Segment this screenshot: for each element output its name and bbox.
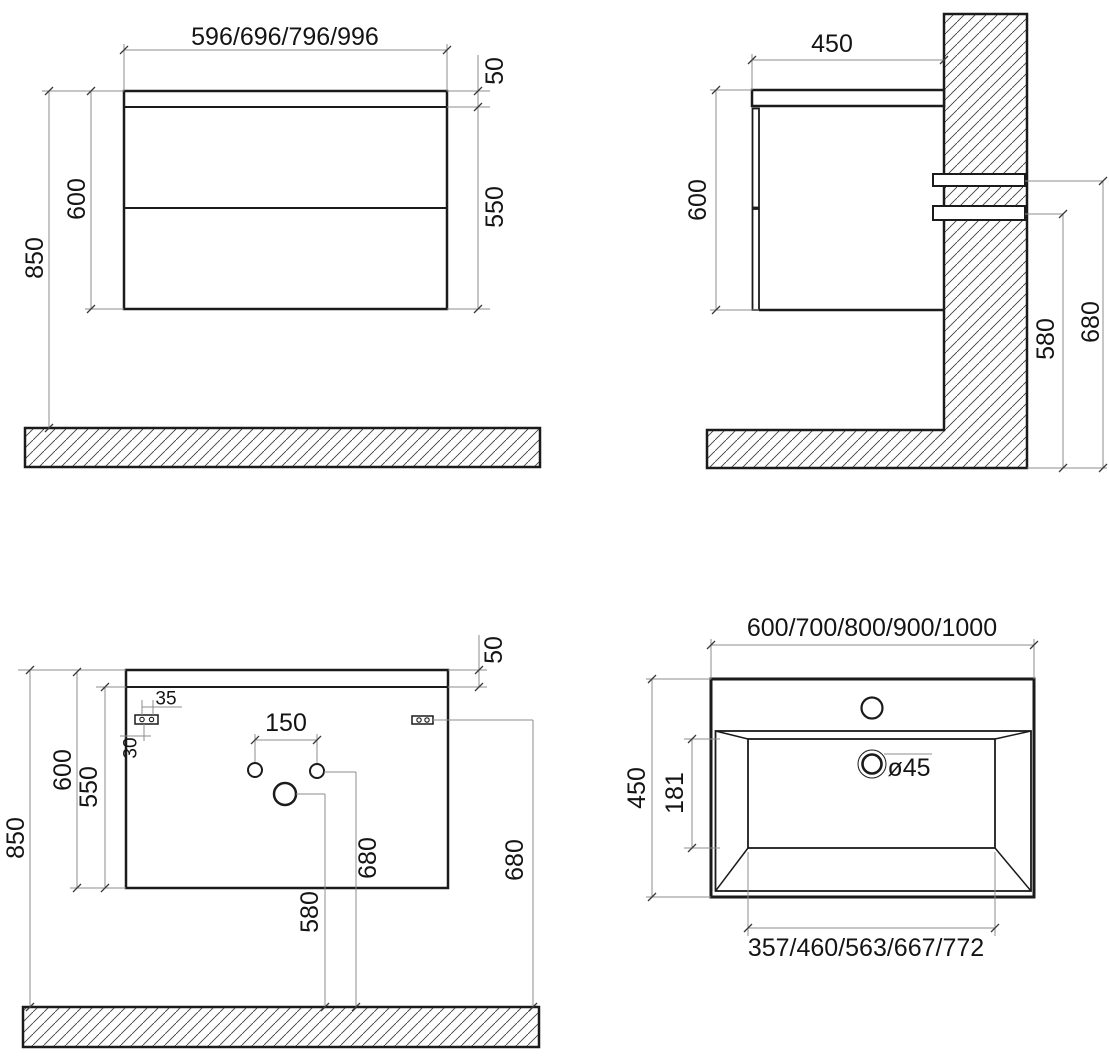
bracket-hole-spacing-label: 35 (155, 688, 177, 710)
upper-drawer-front (753, 109, 760, 208)
total-height-label: 850 (21, 237, 49, 279)
dimension-ticks (45, 46, 482, 432)
floor-hatch (23, 1007, 539, 1047)
dimension-ticks (648, 641, 1038, 932)
bowl-width-options-label: 357/460/563/667/772 (747, 934, 985, 962)
mounting-view (2, 635, 539, 1047)
floor-hatch (25, 428, 540, 467)
cabinet-outline (124, 91, 447, 309)
dimension-ticks (712, 56, 1107, 472)
faucet-hole (862, 698, 883, 719)
drain-diameter-label: ø45 (887, 754, 931, 782)
supply-hole-spacing-label: 150 (265, 709, 307, 737)
basin-width-options-label: 600/700/800/900/1000 (746, 614, 998, 642)
left-mounting-bracket (135, 715, 158, 724)
width-options-label: 596/696/796/996 (191, 23, 379, 51)
upper-mounting-bracket (933, 174, 1025, 186)
bowl-depth-label: 181 (661, 772, 689, 814)
lower-mounting-bracket (933, 206, 1025, 220)
right-supply-hole (310, 764, 324, 778)
drawers-height-label: 550 (481, 186, 509, 228)
dimension-lines (710, 54, 1107, 468)
dimension-lines (18, 635, 533, 1007)
side-view (684, 14, 1107, 472)
drawers-height-label: 550 (75, 766, 103, 808)
countertop-side (752, 90, 944, 106)
basin-depth-label: 450 (623, 767, 651, 809)
front-view (21, 23, 540, 467)
dimension-lines (42, 44, 490, 428)
upper-bracket-height-label: 680 (1077, 301, 1105, 343)
total-height-label: 850 (2, 817, 30, 859)
drain-hole (274, 783, 296, 805)
left-supply-hole (248, 763, 262, 777)
countertop-thickness-label: 50 (481, 57, 509, 85)
depth-label: 450 (811, 30, 853, 58)
countertop-thickness-label: 50 (480, 636, 508, 664)
bracket-height-label: 680 (501, 839, 529, 881)
cabinet-height-label: 600 (684, 179, 712, 221)
right-mounting-bracket (412, 716, 433, 724)
cabinet-height-label: 600 (63, 178, 91, 220)
supply-height-label: 680 (354, 837, 382, 879)
drain-height-label: 580 (296, 891, 324, 933)
lower-bracket-height-label: 580 (1032, 318, 1060, 360)
bracket-offset-label: 30 (120, 737, 142, 759)
drain-hole-inner (863, 755, 882, 774)
cabinet-height-label: 600 (49, 749, 77, 791)
basin-outline (711, 679, 1034, 897)
basin-top-view (623, 614, 1038, 962)
lower-drawer-front (753, 209, 760, 310)
